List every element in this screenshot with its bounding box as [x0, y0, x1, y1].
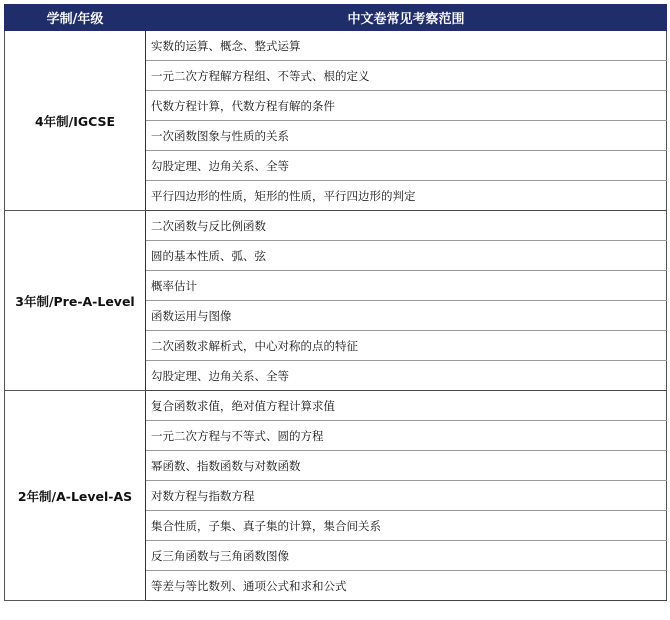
- topic-cell: 概率估计: [146, 271, 667, 301]
- topic-cell: 二次函数求解析式，中心对称的点的特征: [146, 331, 667, 361]
- topic-cell: 实数的运算、概念、整式运算: [146, 31, 667, 61]
- grade-cell-igcse: 4年制/IGCSE: [5, 31, 146, 211]
- topic-cell: 函数运用与图像: [146, 301, 667, 331]
- grade-cell-pre-a-level: 3年制/Pre-A-Level: [5, 211, 146, 391]
- topic-cell: 平行四边形的性质，矩形的性质，平行四边形的判定: [146, 181, 667, 211]
- table-row: [5, 211, 667, 241]
- topic-cell: 一元二次方程与不等式、圆的方程: [146, 421, 667, 451]
- topic-cell: 二次函数与反比例函数: [146, 211, 667, 241]
- curriculum-table: [4, 4, 667, 601]
- table-row: [5, 391, 667, 421]
- grade-cell-a-level-as: 2年制/A-Level-AS: [5, 391, 146, 601]
- topic-cell: 代数方程计算，代数方程有解的条件: [146, 91, 667, 121]
- table-body: [5, 31, 667, 601]
- topic-cell: 圆的基本性质、弧、弦: [146, 241, 667, 271]
- table-header: [5, 5, 667, 31]
- topic-cell: 幂函数、指数函数与对数函数: [146, 451, 667, 481]
- header-grade: 学制/年级: [5, 5, 146, 31]
- topic-cell: 反三角函数与三角函数图像: [146, 541, 667, 571]
- topic-cell: 等差与等比数列、通项公式和求和公式: [146, 571, 667, 601]
- topic-cell: 一元二次方程解方程组、不等式、根的定义: [146, 61, 667, 91]
- topic-cell: 一次函数图象与性质的关系: [146, 121, 667, 151]
- topic-cell: 勾股定理、边角关系、全等: [146, 361, 667, 391]
- header-scope: 中文卷常见考察范围: [146, 5, 667, 31]
- topic-cell: 复合函数求值，绝对值方程计算求值: [146, 391, 667, 421]
- topic-cell: 集合性质，子集、真子集的计算，集合间关系: [146, 511, 667, 541]
- topic-cell: 勾股定理、边角关系、全等: [146, 151, 667, 181]
- table-row: [5, 31, 667, 61]
- header-row: [5, 5, 667, 31]
- topic-cell: 对数方程与指数方程: [146, 481, 667, 511]
